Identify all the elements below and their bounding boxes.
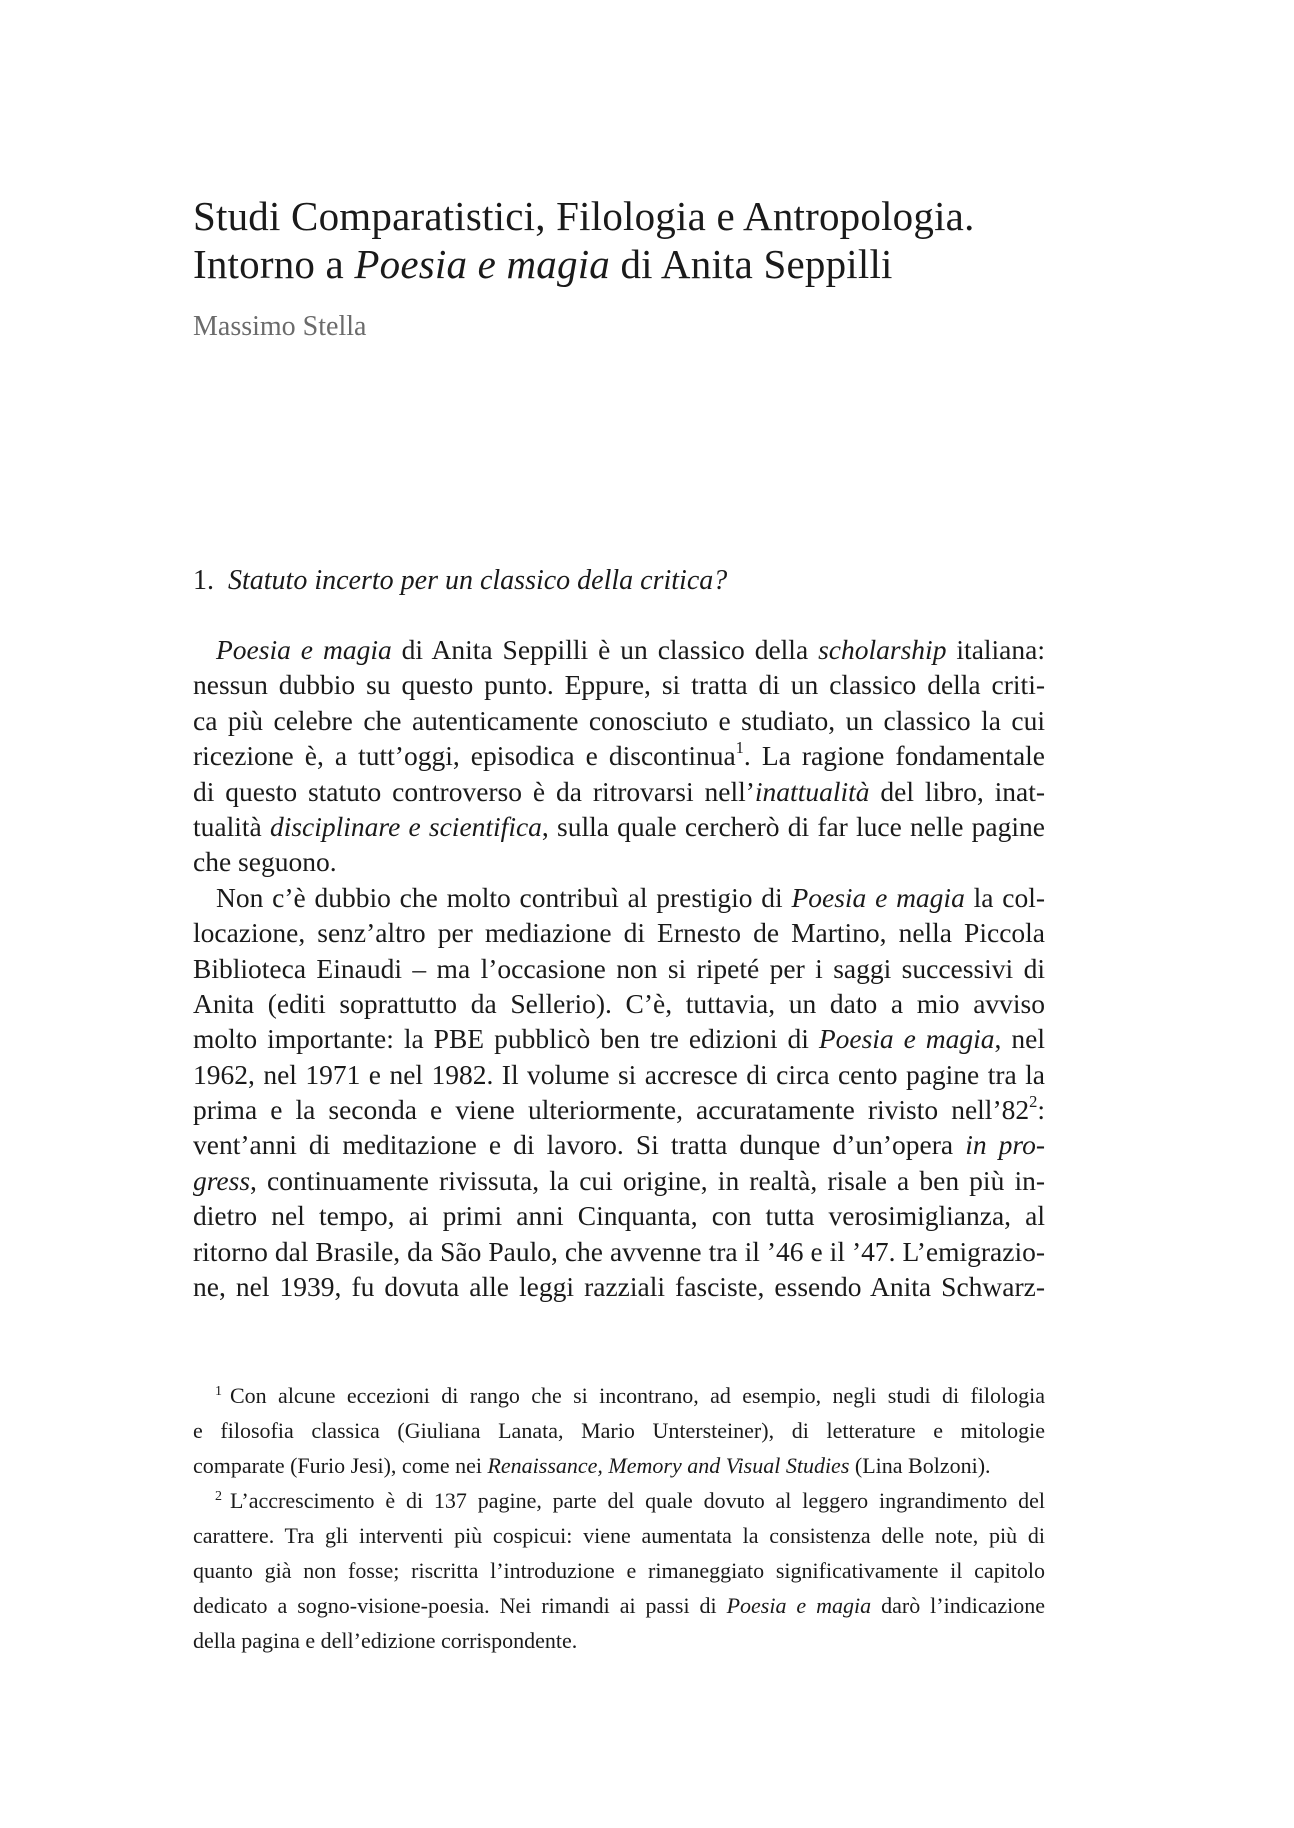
section-heading [193, 564, 727, 598]
text: molto importante: la PBE pubblicò ben tre edizioni di [193, 1023, 819, 1055]
title-book-italic: Poesia e magia [354, 241, 610, 287]
title-text: Intorno a [193, 241, 355, 287]
body-line [193, 1021, 1045, 1056]
section-number: 1. [193, 565, 214, 596]
footnote-line: quanto già non fosse; riscritta l’introduzione e rimaneggiato significativamente il capitolo [193, 1558, 1045, 1583]
italic-text: scholarship [818, 634, 947, 665]
italic-text: inattualità [754, 775, 870, 807]
footnote-number: 2 [215, 1488, 222, 1504]
italic-text: Poesia e magia [216, 634, 392, 665]
body-line: ca più celebre che autenticamente conosciuto e studiato, un classico la cui [193, 704, 1045, 736]
italic-text: Poesia e magia [791, 881, 965, 913]
footnote-ref-2[interactable]: 2 [1029, 1092, 1038, 1112]
body-line: che seguono. [193, 846, 337, 878]
text: , nel [994, 1023, 1045, 1055]
body-line [193, 1127, 1045, 1162]
section-title: Statuto incerto per un classico della critica? [228, 565, 728, 596]
footnote-1 [193, 1378, 1045, 1413]
italic-text: in pro- [965, 1129, 1045, 1161]
body-line [193, 1163, 1045, 1198]
footnote-line: e filosofia classica (Giuliana Lanata, Mario Untersteiner), di letterature e mitologie [193, 1418, 1045, 1443]
author-name: Massimo Stella [193, 311, 367, 342]
text: vent’anni di meditazione e di lavoro. Si tratta dunque d’un’opera [193, 1129, 966, 1161]
text: tualità [193, 810, 270, 842]
text: prima e la seconda e viene ulteriormente, accuratamente rivisto nell’82 [193, 1094, 1030, 1126]
body-line: Biblioteca Einaudi – ma l’occasione non si ripeté per i saggi successivi di [193, 952, 1045, 984]
footnote-text: comparate (Furio Jesi), come nei [193, 1453, 488, 1478]
footnote-ref-1[interactable]: 1 [735, 738, 744, 758]
text: di Anita Seppilli è un classico della [391, 634, 819, 665]
body-line: locazione, senz’altro per mediazione di Ernesto de Martino, nella Piccola [193, 917, 1045, 949]
body-line [193, 880, 1045, 915]
footnote-text: dedicato a sogno-visione-poesia. Nei rimandi ai passi di [193, 1593, 727, 1618]
body-line: ne, nel 1939, fu dovuta alle leggi razziali fasciste, essendo Anita Schwarz- [193, 1271, 1045, 1303]
text: la col- [964, 881, 1045, 913]
footnote-text: L’accrescimento è di 137 pagine, parte del quale dovuto al leggero ingrandimento del [230, 1488, 1045, 1513]
body-line [193, 738, 1045, 773]
body-line: dietro nel tempo, ai primi anni Cinquanta, con tutta verosimiglianza, al [193, 1200, 1045, 1232]
text: . La ragione fondamentale [743, 740, 1046, 772]
italic-text: Poesia e magia [818, 1023, 995, 1055]
footnote-line [193, 1448, 1045, 1483]
footnote-line: della pagina e dell’edizione corrispondente. [193, 1628, 578, 1653]
text: Non c’è dubbio che molto contribuì al prestigio di [216, 881, 792, 913]
footnote-text: darò l’indicazione [871, 1593, 1045, 1618]
body-text [193, 632, 1045, 1304]
footnote-line: carattere. Tra gli interventi più cospicui: viene aumentata la consistenza delle note, più di [193, 1523, 1045, 1548]
body-line: 1962, nel 1971 e nel 1982. Il volume si accresce di circa cento pagine tra la [193, 1058, 1045, 1090]
italic-text: gress [193, 1164, 251, 1196]
footnote-text: (Lina Bolzoni). [849, 1453, 991, 1478]
title-text: di Anita Seppilli [610, 241, 893, 287]
body-line: ritorno dal Brasile, da São Paulo, che avvenne tra il ’46 e il ’47. L’emigrazio- [193, 1235, 1045, 1267]
text: , sulla quale cercherò di far luce nelle pagine [541, 810, 1045, 842]
text: : [1037, 1094, 1045, 1126]
title-line-1: Studi Comparatistici, Filologia e Antropologia. [193, 193, 975, 239]
body-line: Anita (editi soprattutto da Sellerio). C’è, tuttavia, un dato a mio avviso [193, 987, 1045, 1019]
text: italiana: [946, 634, 1045, 665]
body-line [193, 809, 1045, 844]
text: , continuamente rivissuta, la cui origine, in realtà, risale a ben più in- [250, 1164, 1045, 1196]
body-line [193, 1092, 1045, 1127]
footnotes [193, 1378, 1045, 1658]
footnote-line [193, 1588, 1045, 1623]
title-line-2 [193, 240, 1093, 288]
footnote-italic: Renaissance, Memory and Visual Studies [487, 1453, 850, 1478]
footnote-number: 1 [215, 1383, 222, 1399]
footnote-text: Con alcune eccezioni di rango che si incontrano, ad esempio, negli studi di filologia [230, 1383, 1045, 1408]
body-line [193, 632, 1045, 667]
footnote-italic: Poesia e magia [726, 1593, 872, 1618]
text: di questo statuto controverso è da ritrovarsi nell’ [193, 775, 755, 807]
body-line: nessun dubbio su questo punto. Eppure, si tratta di un classico della criti- [193, 669, 1045, 701]
body-line [193, 774, 1045, 809]
article-title [193, 192, 1093, 288]
italic-text: disciplinare e scientifica [269, 810, 542, 842]
text: ricezione è, a tutt’oggi, episodica e discontinua [193, 740, 736, 772]
footnote-2 [193, 1483, 1045, 1518]
text: del libro, inat- [869, 775, 1045, 807]
